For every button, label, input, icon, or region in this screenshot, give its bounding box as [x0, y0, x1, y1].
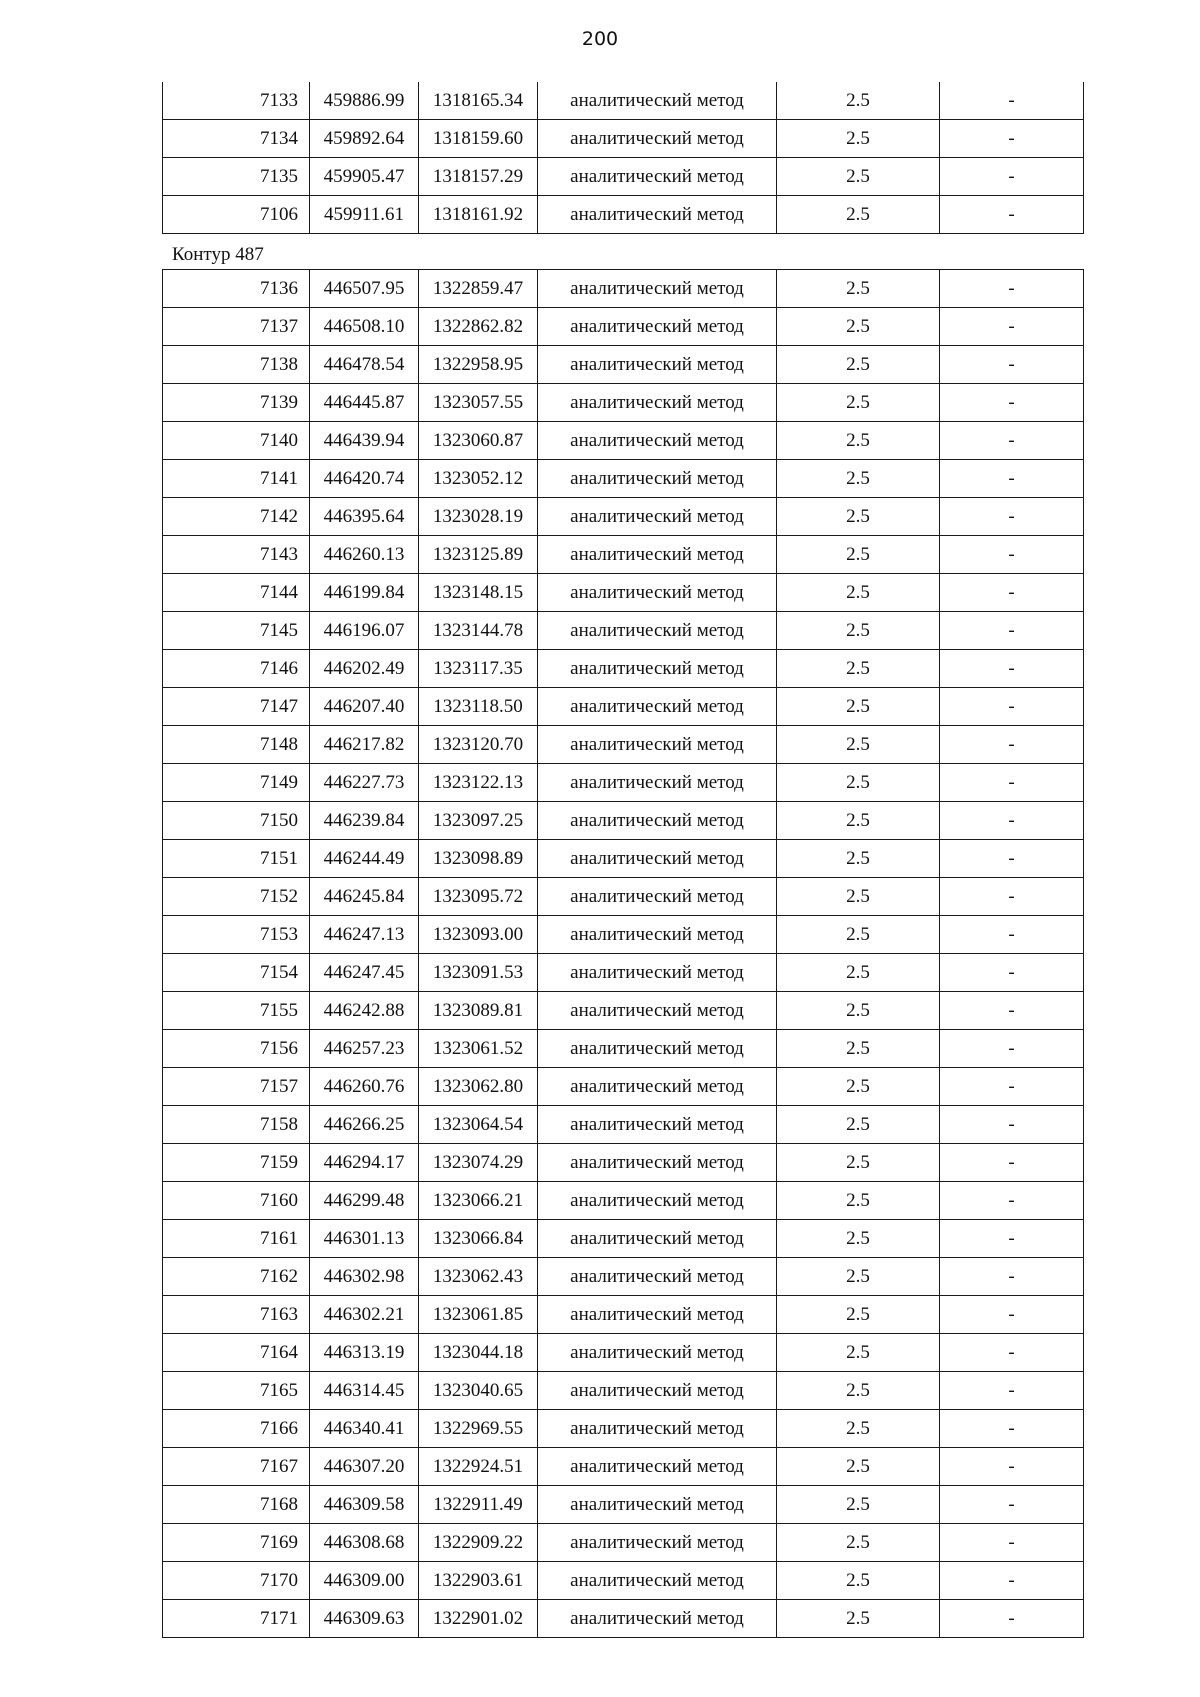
table-row — [163, 498, 1084, 536]
point-number-cell: 7166 — [163, 1410, 310, 1448]
method-cell: аналитический метод — [538, 1106, 777, 1144]
method-cell: аналитический метод — [538, 1030, 777, 1068]
table-row — [163, 1220, 1084, 1258]
method-cell: аналитический метод — [538, 1448, 777, 1486]
accuracy-cell: 2.5 — [777, 992, 940, 1030]
y-coordinate-cell: 1323093.00 — [419, 916, 538, 954]
table-row — [163, 916, 1084, 954]
x-coordinate-cell: 446217.82 — [310, 726, 419, 764]
point-number-cell: 7147 — [163, 688, 310, 726]
x-coordinate-cell: 459905.47 — [310, 158, 419, 196]
method-cell: аналитический метод — [538, 650, 777, 688]
method-cell: аналитический метод — [538, 308, 777, 346]
note-cell: - — [940, 1030, 1084, 1068]
y-coordinate-cell: 1322969.55 — [419, 1410, 538, 1448]
table-row — [163, 1144, 1084, 1182]
method-cell: аналитический метод — [538, 196, 777, 234]
method-cell: аналитический метод — [538, 1562, 777, 1600]
table-row — [163, 650, 1084, 688]
y-coordinate-cell: 1322859.47 — [419, 270, 538, 308]
accuracy-cell: 2.5 — [777, 1600, 940, 1638]
note-cell: - — [940, 384, 1084, 422]
y-coordinate-cell: 1318157.29 — [419, 158, 538, 196]
accuracy-cell: 2.5 — [777, 1486, 940, 1524]
method-cell: аналитический метод — [538, 1600, 777, 1638]
x-coordinate-cell: 446294.17 — [310, 1144, 419, 1182]
x-coordinate-cell: 446309.63 — [310, 1600, 419, 1638]
accuracy-cell: 2.5 — [777, 1410, 940, 1448]
accuracy-cell: 2.5 — [777, 612, 940, 650]
method-cell: аналитический метод — [538, 460, 777, 498]
table-body — [163, 82, 1084, 234]
point-number-cell: 7146 — [163, 650, 310, 688]
table-body — [163, 270, 1084, 1638]
note-cell: - — [940, 158, 1084, 196]
method-cell: аналитический метод — [538, 1410, 777, 1448]
point-number-cell: 7140 — [163, 422, 310, 460]
method-cell: аналитический метод — [538, 1258, 777, 1296]
note-cell: - — [940, 612, 1084, 650]
point-number-cell: 7165 — [163, 1372, 310, 1410]
accuracy-cell: 2.5 — [777, 1562, 940, 1600]
point-number-cell: 7151 — [163, 840, 310, 878]
x-coordinate-cell: 446307.20 — [310, 1448, 419, 1486]
y-coordinate-cell: 1323052.12 — [419, 460, 538, 498]
x-coordinate-cell: 446260.13 — [310, 536, 419, 574]
method-cell: аналитический метод — [538, 498, 777, 536]
y-coordinate-cell: 1322903.61 — [419, 1562, 538, 1600]
note-cell: - — [940, 1600, 1084, 1638]
x-coordinate-cell: 446245.84 — [310, 878, 419, 916]
table-row — [163, 688, 1084, 726]
note-cell: - — [940, 802, 1084, 840]
accuracy-cell: 2.5 — [777, 422, 940, 460]
method-cell: аналитический метод — [538, 1372, 777, 1410]
table-row — [163, 802, 1084, 840]
method-cell: аналитический метод — [538, 1144, 777, 1182]
table-row — [163, 574, 1084, 612]
coordinates-table-contour-487 — [162, 269, 1084, 1638]
x-coordinate-cell: 446314.45 — [310, 1372, 419, 1410]
method-cell: аналитический метод — [538, 158, 777, 196]
x-coordinate-cell: 446309.00 — [310, 1562, 419, 1600]
y-coordinate-cell: 1323040.65 — [419, 1372, 538, 1410]
point-number-cell: 7139 — [163, 384, 310, 422]
x-coordinate-cell: 446196.07 — [310, 612, 419, 650]
note-cell: - — [940, 1220, 1084, 1258]
method-cell: аналитический метод — [538, 688, 777, 726]
table-row — [163, 1334, 1084, 1372]
note-cell: - — [940, 688, 1084, 726]
method-cell: аналитический метод — [538, 1486, 777, 1524]
note-cell: - — [940, 1410, 1084, 1448]
x-coordinate-cell: 446227.73 — [310, 764, 419, 802]
y-coordinate-cell: 1323144.78 — [419, 612, 538, 650]
accuracy-cell: 2.5 — [777, 308, 940, 346]
table-row — [163, 612, 1084, 650]
note-cell: - — [940, 1068, 1084, 1106]
accuracy-cell: 2.5 — [777, 878, 940, 916]
y-coordinate-cell: 1323064.54 — [419, 1106, 538, 1144]
y-coordinate-cell: 1318165.34 — [419, 82, 538, 120]
x-coordinate-cell: 446301.13 — [310, 1220, 419, 1258]
y-coordinate-cell: 1323120.70 — [419, 726, 538, 764]
table-row — [163, 1372, 1084, 1410]
accuracy-cell: 2.5 — [777, 916, 940, 954]
x-coordinate-cell: 446302.98 — [310, 1258, 419, 1296]
table-row — [163, 992, 1084, 1030]
y-coordinate-cell: 1318161.92 — [419, 196, 538, 234]
table-row — [163, 840, 1084, 878]
point-number-cell: 7141 — [163, 460, 310, 498]
note-cell: - — [940, 764, 1084, 802]
y-coordinate-cell: 1323125.89 — [419, 536, 538, 574]
point-number-cell: 7158 — [163, 1106, 310, 1144]
table-row — [163, 196, 1084, 234]
x-coordinate-cell: 446244.49 — [310, 840, 419, 878]
point-number-cell: 7142 — [163, 498, 310, 536]
method-cell: аналитический метод — [538, 1068, 777, 1106]
note-cell: - — [940, 196, 1084, 234]
note-cell: - — [940, 916, 1084, 954]
table-row — [163, 764, 1084, 802]
accuracy-cell: 2.5 — [777, 1334, 940, 1372]
note-cell: - — [940, 1106, 1084, 1144]
accuracy-cell: 2.5 — [777, 1144, 940, 1182]
x-coordinate-cell: 446257.23 — [310, 1030, 419, 1068]
note-cell: - — [940, 1562, 1084, 1600]
table-row — [163, 536, 1084, 574]
method-cell: аналитический метод — [538, 536, 777, 574]
table-row — [163, 460, 1084, 498]
x-coordinate-cell: 446260.76 — [310, 1068, 419, 1106]
x-coordinate-cell: 459911.61 — [310, 196, 419, 234]
x-coordinate-cell: 446266.25 — [310, 1106, 419, 1144]
y-coordinate-cell: 1323117.35 — [419, 650, 538, 688]
x-coordinate-cell: 446299.48 — [310, 1182, 419, 1220]
accuracy-cell: 2.5 — [777, 802, 940, 840]
note-cell: - — [940, 650, 1084, 688]
method-cell: аналитический метод — [538, 992, 777, 1030]
y-coordinate-cell: 1322958.95 — [419, 346, 538, 384]
table-row — [163, 82, 1084, 120]
table-row — [163, 726, 1084, 764]
point-number-cell: 7134 — [163, 120, 310, 158]
x-coordinate-cell: 446313.19 — [310, 1334, 419, 1372]
accuracy-cell: 2.5 — [777, 650, 940, 688]
table-row — [163, 346, 1084, 384]
point-number-cell: 7153 — [163, 916, 310, 954]
y-coordinate-cell: 1323118.50 — [419, 688, 538, 726]
point-number-cell: 7160 — [163, 1182, 310, 1220]
accuracy-cell: 2.5 — [777, 460, 940, 498]
method-cell: аналитический метод — [538, 384, 777, 422]
x-coordinate-cell: 446439.94 — [310, 422, 419, 460]
point-number-cell: 7156 — [163, 1030, 310, 1068]
point-number-cell: 7145 — [163, 612, 310, 650]
y-coordinate-cell: 1323095.72 — [419, 878, 538, 916]
point-number-cell: 7144 — [163, 574, 310, 612]
y-coordinate-cell: 1323061.85 — [419, 1296, 538, 1334]
note-cell: - — [940, 1334, 1084, 1372]
point-number-cell: 7154 — [163, 954, 310, 992]
accuracy-cell: 2.5 — [777, 1524, 940, 1562]
y-coordinate-cell: 1323057.55 — [419, 384, 538, 422]
accuracy-cell: 2.5 — [777, 498, 940, 536]
accuracy-cell: 2.5 — [777, 1030, 940, 1068]
table-row — [163, 878, 1084, 916]
x-coordinate-cell: 446247.45 — [310, 954, 419, 992]
accuracy-cell: 2.5 — [777, 1372, 940, 1410]
table-row — [163, 1296, 1084, 1334]
y-coordinate-cell: 1323066.84 — [419, 1220, 538, 1258]
table-row — [163, 422, 1084, 460]
note-cell: - — [940, 460, 1084, 498]
table-row — [163, 1106, 1084, 1144]
accuracy-cell: 2.5 — [777, 536, 940, 574]
note-cell: - — [940, 878, 1084, 916]
y-coordinate-cell: 1322862.82 — [419, 308, 538, 346]
accuracy-cell: 2.5 — [777, 1182, 940, 1220]
point-number-cell: 7168 — [163, 1486, 310, 1524]
x-coordinate-cell: 459892.64 — [310, 120, 419, 158]
method-cell: аналитический метод — [538, 82, 777, 120]
y-coordinate-cell: 1322924.51 — [419, 1448, 538, 1486]
table-row — [163, 270, 1084, 308]
method-cell: аналитический метод — [538, 916, 777, 954]
point-number-cell: 7163 — [163, 1296, 310, 1334]
x-coordinate-cell: 446302.21 — [310, 1296, 419, 1334]
accuracy-cell: 2.5 — [777, 196, 940, 234]
method-cell: аналитический метод — [538, 1182, 777, 1220]
note-cell: - — [940, 422, 1084, 460]
x-coordinate-cell: 446207.40 — [310, 688, 419, 726]
accuracy-cell: 2.5 — [777, 726, 940, 764]
table-row — [163, 1068, 1084, 1106]
method-cell: аналитический метод — [538, 1524, 777, 1562]
x-coordinate-cell: 446395.64 — [310, 498, 419, 536]
note-cell: - — [940, 536, 1084, 574]
point-number-cell: 7135 — [163, 158, 310, 196]
table-row — [163, 1562, 1084, 1600]
table-row — [163, 1258, 1084, 1296]
point-number-cell: 7106 — [163, 196, 310, 234]
y-coordinate-cell: 1323060.87 — [419, 422, 538, 460]
method-cell: аналитический метод — [538, 840, 777, 878]
accuracy-cell: 2.5 — [777, 840, 940, 878]
accuracy-cell: 2.5 — [777, 346, 940, 384]
note-cell: - — [940, 498, 1084, 536]
y-coordinate-cell: 1323044.18 — [419, 1334, 538, 1372]
table-row — [163, 308, 1084, 346]
accuracy-cell: 2.5 — [777, 954, 940, 992]
x-coordinate-cell: 446308.68 — [310, 1524, 419, 1562]
method-cell: аналитический метод — [538, 878, 777, 916]
x-coordinate-cell: 446202.49 — [310, 650, 419, 688]
accuracy-cell: 2.5 — [777, 1068, 940, 1106]
y-coordinate-cell: 1323061.52 — [419, 1030, 538, 1068]
table-row — [163, 120, 1084, 158]
accuracy-cell: 2.5 — [777, 1448, 940, 1486]
x-coordinate-cell: 446247.13 — [310, 916, 419, 954]
point-number-cell: 7143 — [163, 536, 310, 574]
accuracy-cell: 2.5 — [777, 1296, 940, 1334]
point-number-cell: 7137 — [163, 308, 310, 346]
note-cell: - — [940, 82, 1084, 120]
method-cell: аналитический метод — [538, 954, 777, 992]
y-coordinate-cell: 1322909.22 — [419, 1524, 538, 1562]
point-number-cell: 7133 — [163, 82, 310, 120]
x-coordinate-cell: 446478.54 — [310, 346, 419, 384]
point-number-cell: 7138 — [163, 346, 310, 384]
x-coordinate-cell: 446420.74 — [310, 460, 419, 498]
accuracy-cell: 2.5 — [777, 688, 940, 726]
point-number-cell: 7155 — [163, 992, 310, 1030]
accuracy-cell: 2.5 — [777, 82, 940, 120]
note-cell: - — [940, 726, 1084, 764]
point-number-cell: 7150 — [163, 802, 310, 840]
point-number-cell: 7159 — [163, 1144, 310, 1182]
table-row — [163, 158, 1084, 196]
contour-label: Контур 487 — [172, 244, 264, 265]
method-cell: аналитический метод — [538, 422, 777, 460]
y-coordinate-cell: 1323074.29 — [419, 1144, 538, 1182]
note-cell: - — [940, 1258, 1084, 1296]
y-coordinate-cell: 1322901.02 — [419, 1600, 538, 1638]
method-cell: аналитический метод — [538, 1334, 777, 1372]
note-cell: - — [940, 1296, 1084, 1334]
note-cell: - — [940, 992, 1084, 1030]
y-coordinate-cell: 1323062.80 — [419, 1068, 538, 1106]
x-coordinate-cell: 446340.41 — [310, 1410, 419, 1448]
accuracy-cell: 2.5 — [777, 574, 940, 612]
point-number-cell: 7136 — [163, 270, 310, 308]
method-cell: аналитический метод — [538, 802, 777, 840]
point-number-cell: 7161 — [163, 1220, 310, 1258]
point-number-cell: 7152 — [163, 878, 310, 916]
x-coordinate-cell: 446242.88 — [310, 992, 419, 1030]
table-row — [163, 1448, 1084, 1486]
note-cell: - — [940, 954, 1084, 992]
note-cell: - — [940, 346, 1084, 384]
y-coordinate-cell: 1322911.49 — [419, 1486, 538, 1524]
y-coordinate-cell: 1323089.81 — [419, 992, 538, 1030]
accuracy-cell: 2.5 — [777, 1106, 940, 1144]
y-coordinate-cell: 1323097.25 — [419, 802, 538, 840]
page-number: 200 — [581, 28, 619, 50]
y-coordinate-cell: 1323091.53 — [419, 954, 538, 992]
y-coordinate-cell: 1318159.60 — [419, 120, 538, 158]
table-row — [163, 1410, 1084, 1448]
point-number-cell: 7148 — [163, 726, 310, 764]
y-coordinate-cell: 1323062.43 — [419, 1258, 538, 1296]
table-row — [163, 954, 1084, 992]
point-number-cell: 7170 — [163, 1562, 310, 1600]
point-number-cell: 7149 — [163, 764, 310, 802]
x-coordinate-cell: 446199.84 — [310, 574, 419, 612]
note-cell: - — [940, 1486, 1084, 1524]
y-coordinate-cell: 1323066.21 — [419, 1182, 538, 1220]
table-row — [163, 1600, 1084, 1638]
note-cell: - — [940, 574, 1084, 612]
y-coordinate-cell: 1323148.15 — [419, 574, 538, 612]
accuracy-cell: 2.5 — [777, 1258, 940, 1296]
note-cell: - — [940, 1182, 1084, 1220]
y-coordinate-cell: 1323028.19 — [419, 498, 538, 536]
note-cell: - — [940, 840, 1084, 878]
note-cell: - — [940, 270, 1084, 308]
x-coordinate-cell: 446445.87 — [310, 384, 419, 422]
x-coordinate-cell: 446508.10 — [310, 308, 419, 346]
method-cell: аналитический метод — [538, 346, 777, 384]
x-coordinate-cell: 446239.84 — [310, 802, 419, 840]
accuracy-cell: 2.5 — [777, 270, 940, 308]
point-number-cell: 7164 — [163, 1334, 310, 1372]
point-number-cell: 7157 — [163, 1068, 310, 1106]
table-row — [163, 1030, 1084, 1068]
note-cell: - — [940, 1144, 1084, 1182]
method-cell: аналитический метод — [538, 1296, 777, 1334]
note-cell: - — [940, 1524, 1084, 1562]
accuracy-cell: 2.5 — [777, 764, 940, 802]
method-cell: аналитический метод — [538, 726, 777, 764]
note-cell: - — [940, 308, 1084, 346]
method-cell: аналитический метод — [538, 270, 777, 308]
note-cell: - — [940, 1448, 1084, 1486]
y-coordinate-cell: 1323098.89 — [419, 840, 538, 878]
accuracy-cell: 2.5 — [777, 120, 940, 158]
x-coordinate-cell: 459886.99 — [310, 82, 419, 120]
note-cell: - — [940, 1372, 1084, 1410]
method-cell: аналитический метод — [538, 1220, 777, 1258]
table-row — [163, 384, 1084, 422]
point-number-cell: 7169 — [163, 1524, 310, 1562]
point-number-cell: 7167 — [163, 1448, 310, 1486]
point-number-cell: 7171 — [163, 1600, 310, 1638]
x-coordinate-cell: 446507.95 — [310, 270, 419, 308]
note-cell: - — [940, 120, 1084, 158]
y-coordinate-cell: 1323122.13 — [419, 764, 538, 802]
method-cell: аналитический метод — [538, 764, 777, 802]
method-cell: аналитический метод — [538, 612, 777, 650]
table-row — [163, 1524, 1084, 1562]
method-cell: аналитический метод — [538, 574, 777, 612]
point-number-cell: 7162 — [163, 1258, 310, 1296]
table-row — [163, 1486, 1084, 1524]
method-cell: аналитический метод — [538, 120, 777, 158]
coordinates-table-continued — [162, 82, 1084, 234]
accuracy-cell: 2.5 — [777, 1220, 940, 1258]
accuracy-cell: 2.5 — [777, 384, 940, 422]
x-coordinate-cell: 446309.58 — [310, 1486, 419, 1524]
table-row — [163, 1182, 1084, 1220]
accuracy-cell: 2.5 — [777, 158, 940, 196]
